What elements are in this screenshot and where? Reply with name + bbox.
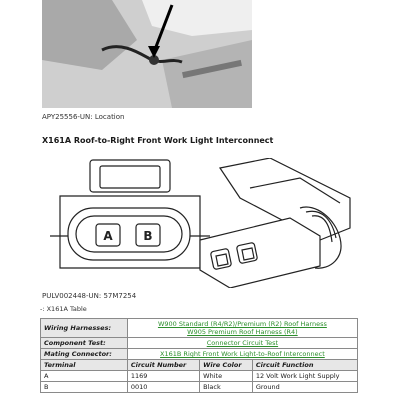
mating-row (41, 349, 358, 360)
wiring-label: Wiring Harnesses: (41, 319, 128, 338)
mating-label: Mating Connector: (41, 349, 128, 360)
wire-color-cell: Black (200, 382, 253, 393)
connector-perspective-view (200, 158, 350, 288)
connector-caption: PULV002448-UN: 57M7254 (42, 292, 137, 300)
location-caption: APY25556-UN: Location (42, 113, 125, 121)
wiring-row (41, 319, 358, 338)
location-photo-graphic (42, 0, 252, 108)
wiring-link-2[interactable]: W905 Premium Roof Harness (R4) (187, 328, 298, 336)
circuit-number-cell: 1169 (127, 371, 199, 382)
wiring-link-1[interactable]: W900 Standard (R4/R2)/Premium (R2) Roof Harness (157, 320, 327, 328)
circuit-function-cell: Ground (252, 382, 357, 393)
component-test-link[interactable]: Connector Circuit Test (127, 338, 357, 349)
header-circuit-function: Circuit Function (252, 360, 357, 371)
table-row (41, 382, 358, 393)
header-terminal: Terminal (41, 360, 128, 371)
location-photo (42, 0, 252, 108)
terminal-cell: A (41, 371, 128, 382)
component-row (41, 338, 358, 349)
header-wire-color: Wire Color (200, 360, 253, 371)
connector-table (40, 318, 358, 393)
section-title: X161A Roof-to-Right Front Work Light Interconnect (42, 136, 274, 145)
table-header-row (41, 360, 358, 371)
pin-a-label: A (103, 229, 113, 243)
pin-b-label: B (143, 229, 153, 243)
mating-connector-link[interactable]: X161B Right Front Work Light-to-Roof Interconnect (127, 349, 357, 360)
connector-illustration (50, 158, 370, 288)
table-label: -: X161A Table (40, 305, 87, 313)
circuit-number-cell: 0010 (127, 382, 199, 393)
circuit-function-cell: 12 Volt Work Light Supply (252, 371, 357, 382)
table-row (41, 371, 358, 382)
wiring-harness-links[interactable] (127, 319, 357, 338)
component-label: Component Test: (41, 338, 128, 349)
wire-color-cell: White (200, 371, 253, 382)
header-circuit-number: Circuit Number (127, 360, 199, 371)
connector-front-view (50, 160, 210, 268)
terminal-cell: B (41, 382, 128, 393)
